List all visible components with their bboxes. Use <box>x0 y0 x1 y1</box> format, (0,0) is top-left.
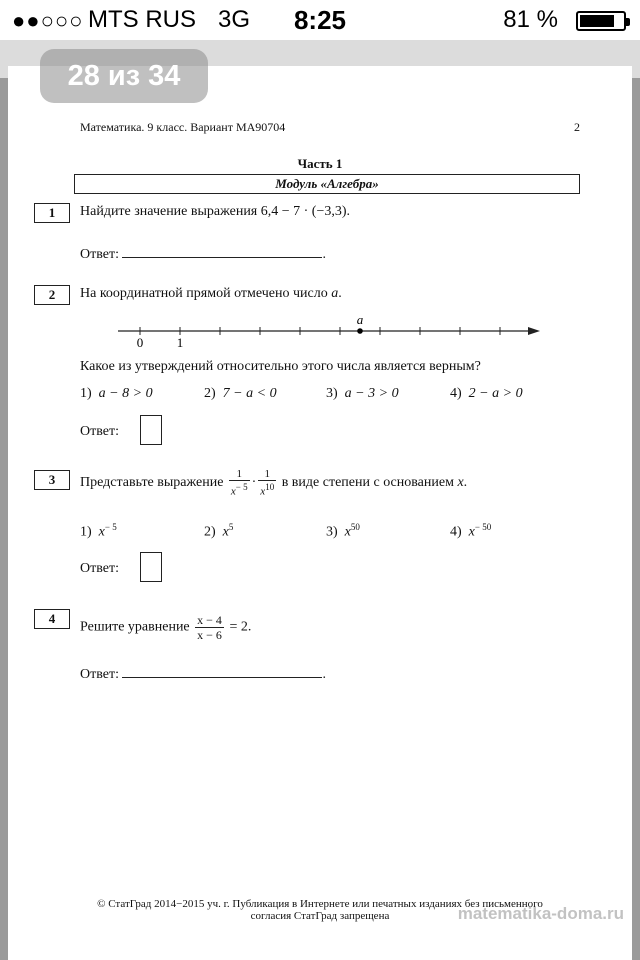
option-4[interactable] <box>450 522 491 541</box>
point-label: a <box>356 312 364 327</box>
tick-label-0: 0 <box>136 335 144 350</box>
page-indicator[interactable]: 28 из 34 <box>40 49 208 103</box>
base: x <box>260 485 266 498</box>
math-expression: 6,4 − 7 · (−3,3) <box>260 204 347 219</box>
question-4-text <box>80 613 251 642</box>
option-1[interactable] <box>80 386 153 402</box>
base: x <box>230 485 236 498</box>
fraction-denominator: x − 6 <box>197 628 222 642</box>
option-number: 4) <box>450 524 462 540</box>
answer-row: Ответ: . <box>80 244 326 263</box>
question-number: 2 <box>34 285 70 305</box>
fraction-denominator <box>258 481 276 498</box>
punctuation: . <box>346 204 351 219</box>
question-2-statement: Какое из утверждений относительно этого числа является верным? <box>80 359 481 374</box>
option-4[interactable] <box>450 386 523 402</box>
option-number: 1) <box>80 524 92 540</box>
option-text: a − 8 > 0 <box>98 386 153 401</box>
page-header-title: Математика. 9 класс. Вариант МА90704 <box>80 120 286 134</box>
option-3[interactable] <box>326 522 360 541</box>
answer-row: Ответ: . <box>80 664 326 683</box>
battery-percent: 81 % <box>503 6 558 33</box>
exponent: − 5 <box>235 482 248 492</box>
option-exponent: 5 <box>228 522 234 532</box>
fraction-2 <box>258 468 276 498</box>
question-number: 1 <box>34 203 70 223</box>
fraction-numerator: 1 <box>229 468 250 481</box>
option-text: a − 3 > 0 <box>344 386 399 401</box>
option-number: 3) <box>326 524 338 540</box>
answer-label: Ответ: <box>80 667 119 682</box>
axis-arrow-icon <box>528 327 540 335</box>
battery-nub <box>626 18 630 26</box>
footer-line-2: согласия СтатГрад запрещена <box>250 910 390 922</box>
answer-label: Ответ: <box>80 424 119 439</box>
math-variable: a <box>331 286 339 301</box>
answer-box[interactable] <box>140 552 162 582</box>
fraction-1 <box>229 468 250 498</box>
exponent: 10 <box>265 482 275 492</box>
question-number: 3 <box>34 470 70 490</box>
option-base: x <box>468 524 475 540</box>
fraction-numerator: x − 4 <box>197 613 222 627</box>
network-type: 3G <box>218 6 251 33</box>
option-2[interactable] <box>204 522 233 541</box>
part-title: Часть 1 <box>297 156 343 171</box>
option-number: 1) <box>80 386 92 401</box>
question-text: Представьте выражение <box>80 475 224 491</box>
document-page[interactable] <box>8 66 632 960</box>
option-2[interactable] <box>204 386 277 402</box>
option-base: x <box>222 524 229 540</box>
multiply-sign: · <box>251 475 257 491</box>
point-a <box>357 328 363 334</box>
answer-field[interactable] <box>122 664 322 678</box>
tick-label-1: 1 <box>176 335 184 350</box>
equation-fraction <box>195 613 224 642</box>
option-text: 7 − a < 0 <box>222 386 277 401</box>
clock: 8:25 <box>293 5 347 35</box>
page-number: 2 <box>574 120 580 134</box>
math-variable: x <box>457 475 464 491</box>
option-text: 2 − a > 0 <box>468 386 523 401</box>
number-line <box>108 310 548 350</box>
option-exponent: − 50 <box>474 522 492 532</box>
punctuation: . <box>338 286 342 301</box>
carrier-name: MTS RUS <box>88 6 196 33</box>
option-base: x <box>98 524 105 540</box>
status-bar <box>0 0 640 40</box>
question-text: Найдите значение выражения <box>80 204 258 219</box>
footer-line-1: © СтатГрад 2014−2015 уч. г. Публикация в Интернете или печатных изданиях без письменного <box>97 898 543 910</box>
option-exponent: − 5 <box>104 522 117 532</box>
question-text-cont: в виде степени с основанием <box>281 475 454 491</box>
equation-rhs: = 2. <box>229 619 252 635</box>
option-exponent: 50 <box>350 522 360 532</box>
question-number: 4 <box>34 609 70 629</box>
option-base: x <box>344 524 351 540</box>
fraction-numerator: 1 <box>258 468 276 481</box>
question-1-text <box>80 204 350 220</box>
question-2-text <box>80 286 342 302</box>
option-3[interactable] <box>326 386 399 402</box>
option-number: 3) <box>326 386 338 401</box>
answer-field[interactable] <box>122 244 322 258</box>
option-number: 4) <box>450 386 462 401</box>
signal-strength-icon: ●●○○○ <box>12 8 84 33</box>
question-3-text <box>80 468 467 498</box>
answer-box[interactable] <box>140 415 162 445</box>
option-1[interactable] <box>80 522 117 541</box>
question-text: На координатной прямой отмечено число <box>80 286 328 301</box>
answer-label: Ответ: <box>80 247 119 262</box>
module-title: Модуль «Алгебра» <box>74 174 580 194</box>
answer-label: Ответ: <box>80 561 119 576</box>
option-number: 2) <box>204 386 216 401</box>
option-number: 2) <box>204 524 216 540</box>
fraction-denominator <box>229 481 250 498</box>
battery-fill <box>580 15 614 27</box>
battery-icon <box>576 11 626 31</box>
watermark: matematika-doma.ru <box>457 904 624 923</box>
question-text: Решите уравнение <box>80 619 190 635</box>
punctuation: . <box>463 475 468 491</box>
